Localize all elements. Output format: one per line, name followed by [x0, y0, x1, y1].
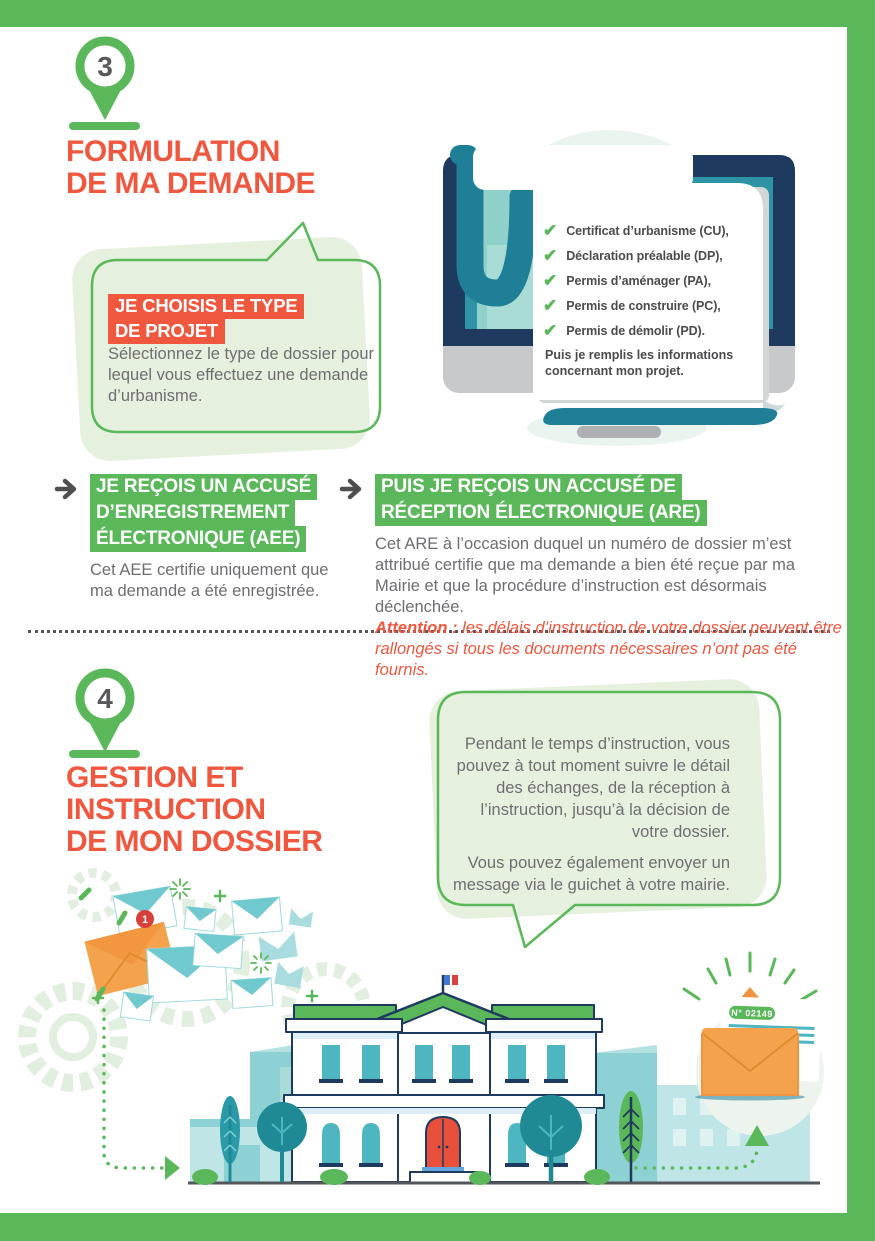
- envelope-cluster: [81, 879, 317, 1021]
- step-4-title: [66, 762, 322, 858]
- envelope-icon: [274, 962, 303, 988]
- checklist-footer: Puis je remplis les informations concernant mon projet.: [545, 348, 734, 378]
- step-4-title-line2: INSTRUCTION: [66, 793, 266, 826]
- are-warning: [375, 618, 843, 681]
- permit-type-checklist: [543, 222, 773, 379]
- warning-label: Attention :: [375, 619, 458, 637]
- mairie-scene-illustration: [28, 855, 848, 1213]
- step-4-title-line3: DE MON DOSSIER: [66, 825, 323, 858]
- are-block: [340, 474, 845, 681]
- envelope-icon: [259, 932, 298, 962]
- check-icon: ✔: [543, 321, 558, 340]
- step-3-underline: [69, 122, 140, 130]
- check-icon: ✔: [543, 271, 558, 290]
- choose-project-label: [108, 294, 304, 344]
- checklist-item: ✔ Permis de démolir (PD).: [543, 321, 705, 340]
- are-body-text: Cet ARE à l’occasion duquel un numéro de dossier m’est attribué certifie que ma demande a bien été reçue par ma Mairie et que la procédure d’instruction est désormais déclenchée.: [375, 535, 796, 616]
- dossier-number: N° 02149: [731, 1007, 774, 1020]
- check-icon: ✔: [543, 296, 558, 315]
- arrow-right-icon: [55, 477, 80, 501]
- envelope-icon: [231, 978, 273, 1009]
- envelope-icon: [120, 992, 153, 1021]
- step-4-number: 4: [97, 683, 113, 714]
- monitor-stand: [577, 426, 661, 438]
- instruction-paragraph-2: Vous pouvez également envoyer un message via le guichet à votre mairie.: [453, 854, 730, 894]
- step-4-title-line1: GESTION ET: [66, 761, 243, 794]
- step-4-marker-pin-icon: [66, 666, 144, 758]
- notification-count: 1: [141, 914, 149, 926]
- frame-right: [847, 0, 875, 1241]
- checklist-item: ✔ Déclaration préalable (DP),: [543, 246, 723, 265]
- checklist-item: ✔ Permis d’aménager (PA),: [543, 271, 711, 290]
- aee-body: Cet AEE certifie uniquement que ma demande a été enregistrée.: [90, 561, 329, 600]
- check-icon: ✔: [543, 246, 558, 265]
- choose-project-label-line1: JE CHOISIS LE TYPE: [108, 294, 304, 319]
- step-3-title: [66, 136, 315, 200]
- step-4-underline: [69, 750, 140, 758]
- step-3-marker-pin-icon: [66, 34, 144, 126]
- french-flag-icon: [444, 975, 450, 985]
- arrow-right-icon: [340, 477, 365, 501]
- frame-top: [0, 0, 875, 27]
- envelope-icon: [289, 909, 313, 928]
- paper-curl: [543, 408, 777, 425]
- entrance-steps: [410, 1172, 478, 1183]
- choose-project-label-line2: DE PROJET: [108, 319, 225, 344]
- dotted-arrow-left: [104, 1010, 180, 1180]
- step-3-number: 3: [97, 51, 113, 82]
- are-body: [375, 534, 843, 681]
- warning-text: les délais d’instruction de votre dossier peuvent être rallongés si tous les documents nécessaires n’ont pas été fournis.: [375, 619, 842, 679]
- step-3-title-line1: FORMULATION: [66, 135, 280, 168]
- checklist-item: ✔ Permis de construire (PC),: [543, 296, 721, 315]
- step-3-title-line2: DE MA DEMANDE: [66, 167, 316, 200]
- choose-project-body: Sélectionnez le type de dossier pour lequel vous effectuez une demande d’urbanisme.: [108, 345, 374, 405]
- instruction-bubble-text: [452, 733, 730, 896]
- checklist-item: ✔ Certificat d’urbanisme (CU),: [543, 221, 729, 240]
- instruction-paragraph-1: Pendant le temps d’instruction, vous pouvez à tout moment suivre le détail des échanges, de la réception à l’instruction, jusqu’à la décision de votre dossier.: [456, 735, 730, 841]
- are-title: PUIS JE REÇOIS UN ACCUSÉ DE RÉCEPTION ÉLECTRONIQUE (ARE): [375, 474, 843, 526]
- envelope-icon: [184, 906, 216, 931]
- envelope-icon: [193, 933, 243, 968]
- aee-title: JE REÇOIS UN ACCUSÉ D’ENREGISTREMENT ÉLECTRONIQUE (AEE): [90, 474, 352, 552]
- check-icon: ✔: [543, 221, 558, 240]
- frame-bottom: [0, 1213, 875, 1241]
- envelope-icon: [232, 897, 283, 935]
- arrowhead-icon: [165, 1156, 180, 1180]
- aee-block: [55, 474, 355, 602]
